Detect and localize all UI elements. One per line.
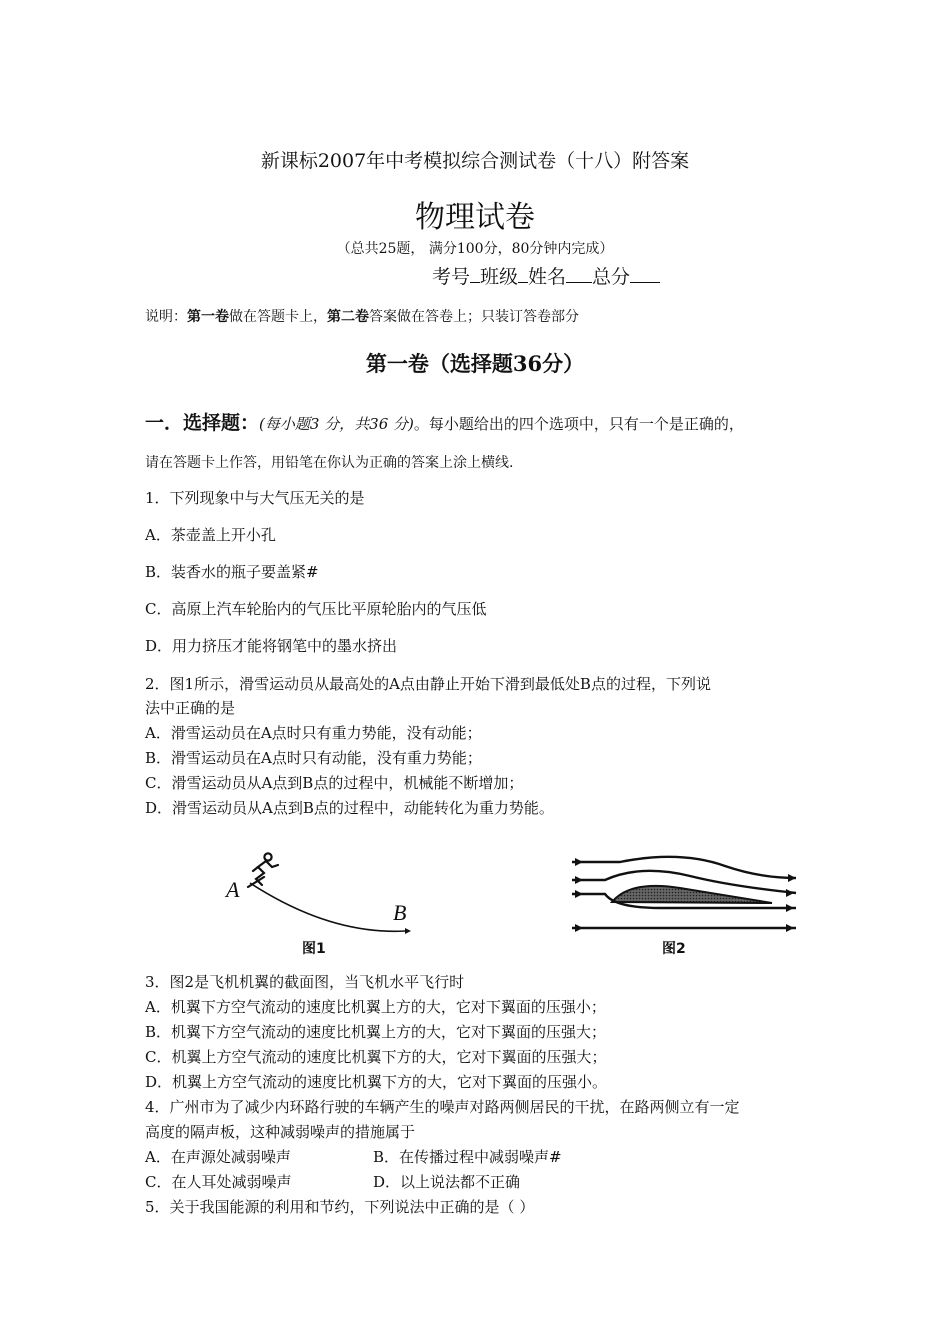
part-title: 第一卷（选择题36分） (365, 351, 585, 376)
exam-info-line (432, 262, 660, 289)
exam-title: 物理试卷 (415, 200, 535, 235)
q1-option-b[interactable]: B．装香水的瓶子要盖紧# (145, 563, 319, 581)
exam-note: 说明：第一卷做在答题卡上，第二卷答案做在答卷上；只装订答卷部分 (145, 309, 579, 325)
q1-option-c[interactable]: C．高原上汽车轮胎内的气压比平原轮胎内的气压低 (145, 600, 487, 618)
q1-stem: 1．下列现象中与大气压无关的是 (145, 489, 365, 507)
q1-option-a[interactable]: A．茶壶盖上开小孔 (145, 526, 276, 544)
q3-option-d[interactable]: D．机翼上方空气流动的速度比机翼下方的大，它对下翼面的压强小。 (145, 1073, 608, 1091)
airfoil-section (612, 886, 772, 903)
figure-2-label: 图2 (662, 941, 686, 957)
q2-option-d[interactable]: D．滑雪运动员从A点到B点的过程中，动能转化为重力势能。 (145, 799, 554, 817)
figure-2-airfoil-diagram (560, 852, 805, 940)
kaohao-label: 考号 (432, 266, 471, 288)
q4-option-d[interactable]: D．以上说法都不正确 (373, 1173, 521, 1191)
exam-subtitle: （总共25题， 满分100分，80分钟内完成） (336, 241, 614, 257)
zongfen-blank[interactable] (630, 264, 660, 283)
q2-option-b[interactable]: B．滑雪运动员在A点时只有动能，没有重力势能； (145, 749, 482, 767)
q3-option-a[interactable]: A．机翼下方空气流动的速度比机翼上方的大，它对下翼面的压强小； (145, 998, 606, 1016)
q3-stem: 3．图2是飞机机翼的截面图，当飞机水平飞行时 (145, 973, 465, 991)
section-scoring: (每小题3 分，共36 分) (259, 415, 414, 433)
note-part1: 第一卷 (187, 309, 229, 325)
q5-stem: 5．关于我国能源的利用和节约，下列说法中正确的是（ ） (145, 1198, 535, 1216)
banji-blank[interactable] (518, 264, 528, 283)
banji-label: 班级 (480, 266, 519, 288)
slope-end-arrow (405, 928, 411, 934)
q4-option-a[interactable]: A．在声源处减弱噪声 (145, 1148, 291, 1166)
q2-option-c[interactable]: C．滑雪运动员从A点到B点的过程中，机械能不断增加； (145, 774, 524, 792)
section-instructions-2: 请在答题卡上作答，用铅笔在你认为正确的答案上涂上横线. (145, 455, 514, 471)
section-title: 一．选择题： (145, 412, 260, 434)
xingming-label: 姓名 (528, 266, 567, 288)
kaohao-blank[interactable] (470, 264, 480, 283)
fig1-point-a-label: A (226, 877, 240, 902)
q3-option-c[interactable]: C．机翼上方空气流动的速度比机翼下方的大，它对下翼面的压强大； (145, 1048, 607, 1066)
section-instructions: 。每小题给出的四个选项中，只有一个是正确的， (413, 415, 744, 433)
skier-icon (248, 853, 278, 887)
q2-stem-cont: 法中正确的是 (145, 699, 236, 717)
q4-stem-cont: 高度的隔声板，这种减弱噪声的措施属于 (145, 1123, 416, 1141)
q1-option-d[interactable]: D．用力挤压才能将钢笔中的墨水挤出 (145, 637, 398, 655)
xingming-blank[interactable] (566, 264, 592, 283)
zongfen-label: 总分 (592, 266, 631, 288)
q2-option-a[interactable]: A．滑雪运动员在A点时只有重力势能，没有动能； (145, 724, 482, 742)
q4-option-b[interactable]: B．在传播过程中减弱噪声# (373, 1148, 562, 1166)
section-heading (145, 408, 744, 435)
exam-supertitle: 新课标2007年中考模拟综合测试卷（十八）附答案 (260, 150, 690, 172)
figure-1-slope-diagram (220, 845, 420, 940)
fig1-point-b-label: B (393, 900, 407, 925)
note-part2: 第二卷 (327, 309, 369, 325)
q2-stem: 2．图1所示，滑雪运动员从最高处的A点由静止开始下滑到最低处B点的过程，下列说 (145, 675, 711, 693)
slope-curve (250, 883, 405, 931)
q4-option-c[interactable]: C．在人耳处减弱噪声 (145, 1173, 292, 1191)
figure-1-label: 图1 (302, 941, 326, 957)
q4-stem: 4．广州市为了减少内环路行驶的车辆产生的噪声对路两侧居民的干扰，在路两侧立有一定 (145, 1098, 740, 1116)
q3-option-b[interactable]: B．机翼下方空气流动的速度比机翼上方的大，它对下翼面的压强大； (145, 1023, 607, 1041)
